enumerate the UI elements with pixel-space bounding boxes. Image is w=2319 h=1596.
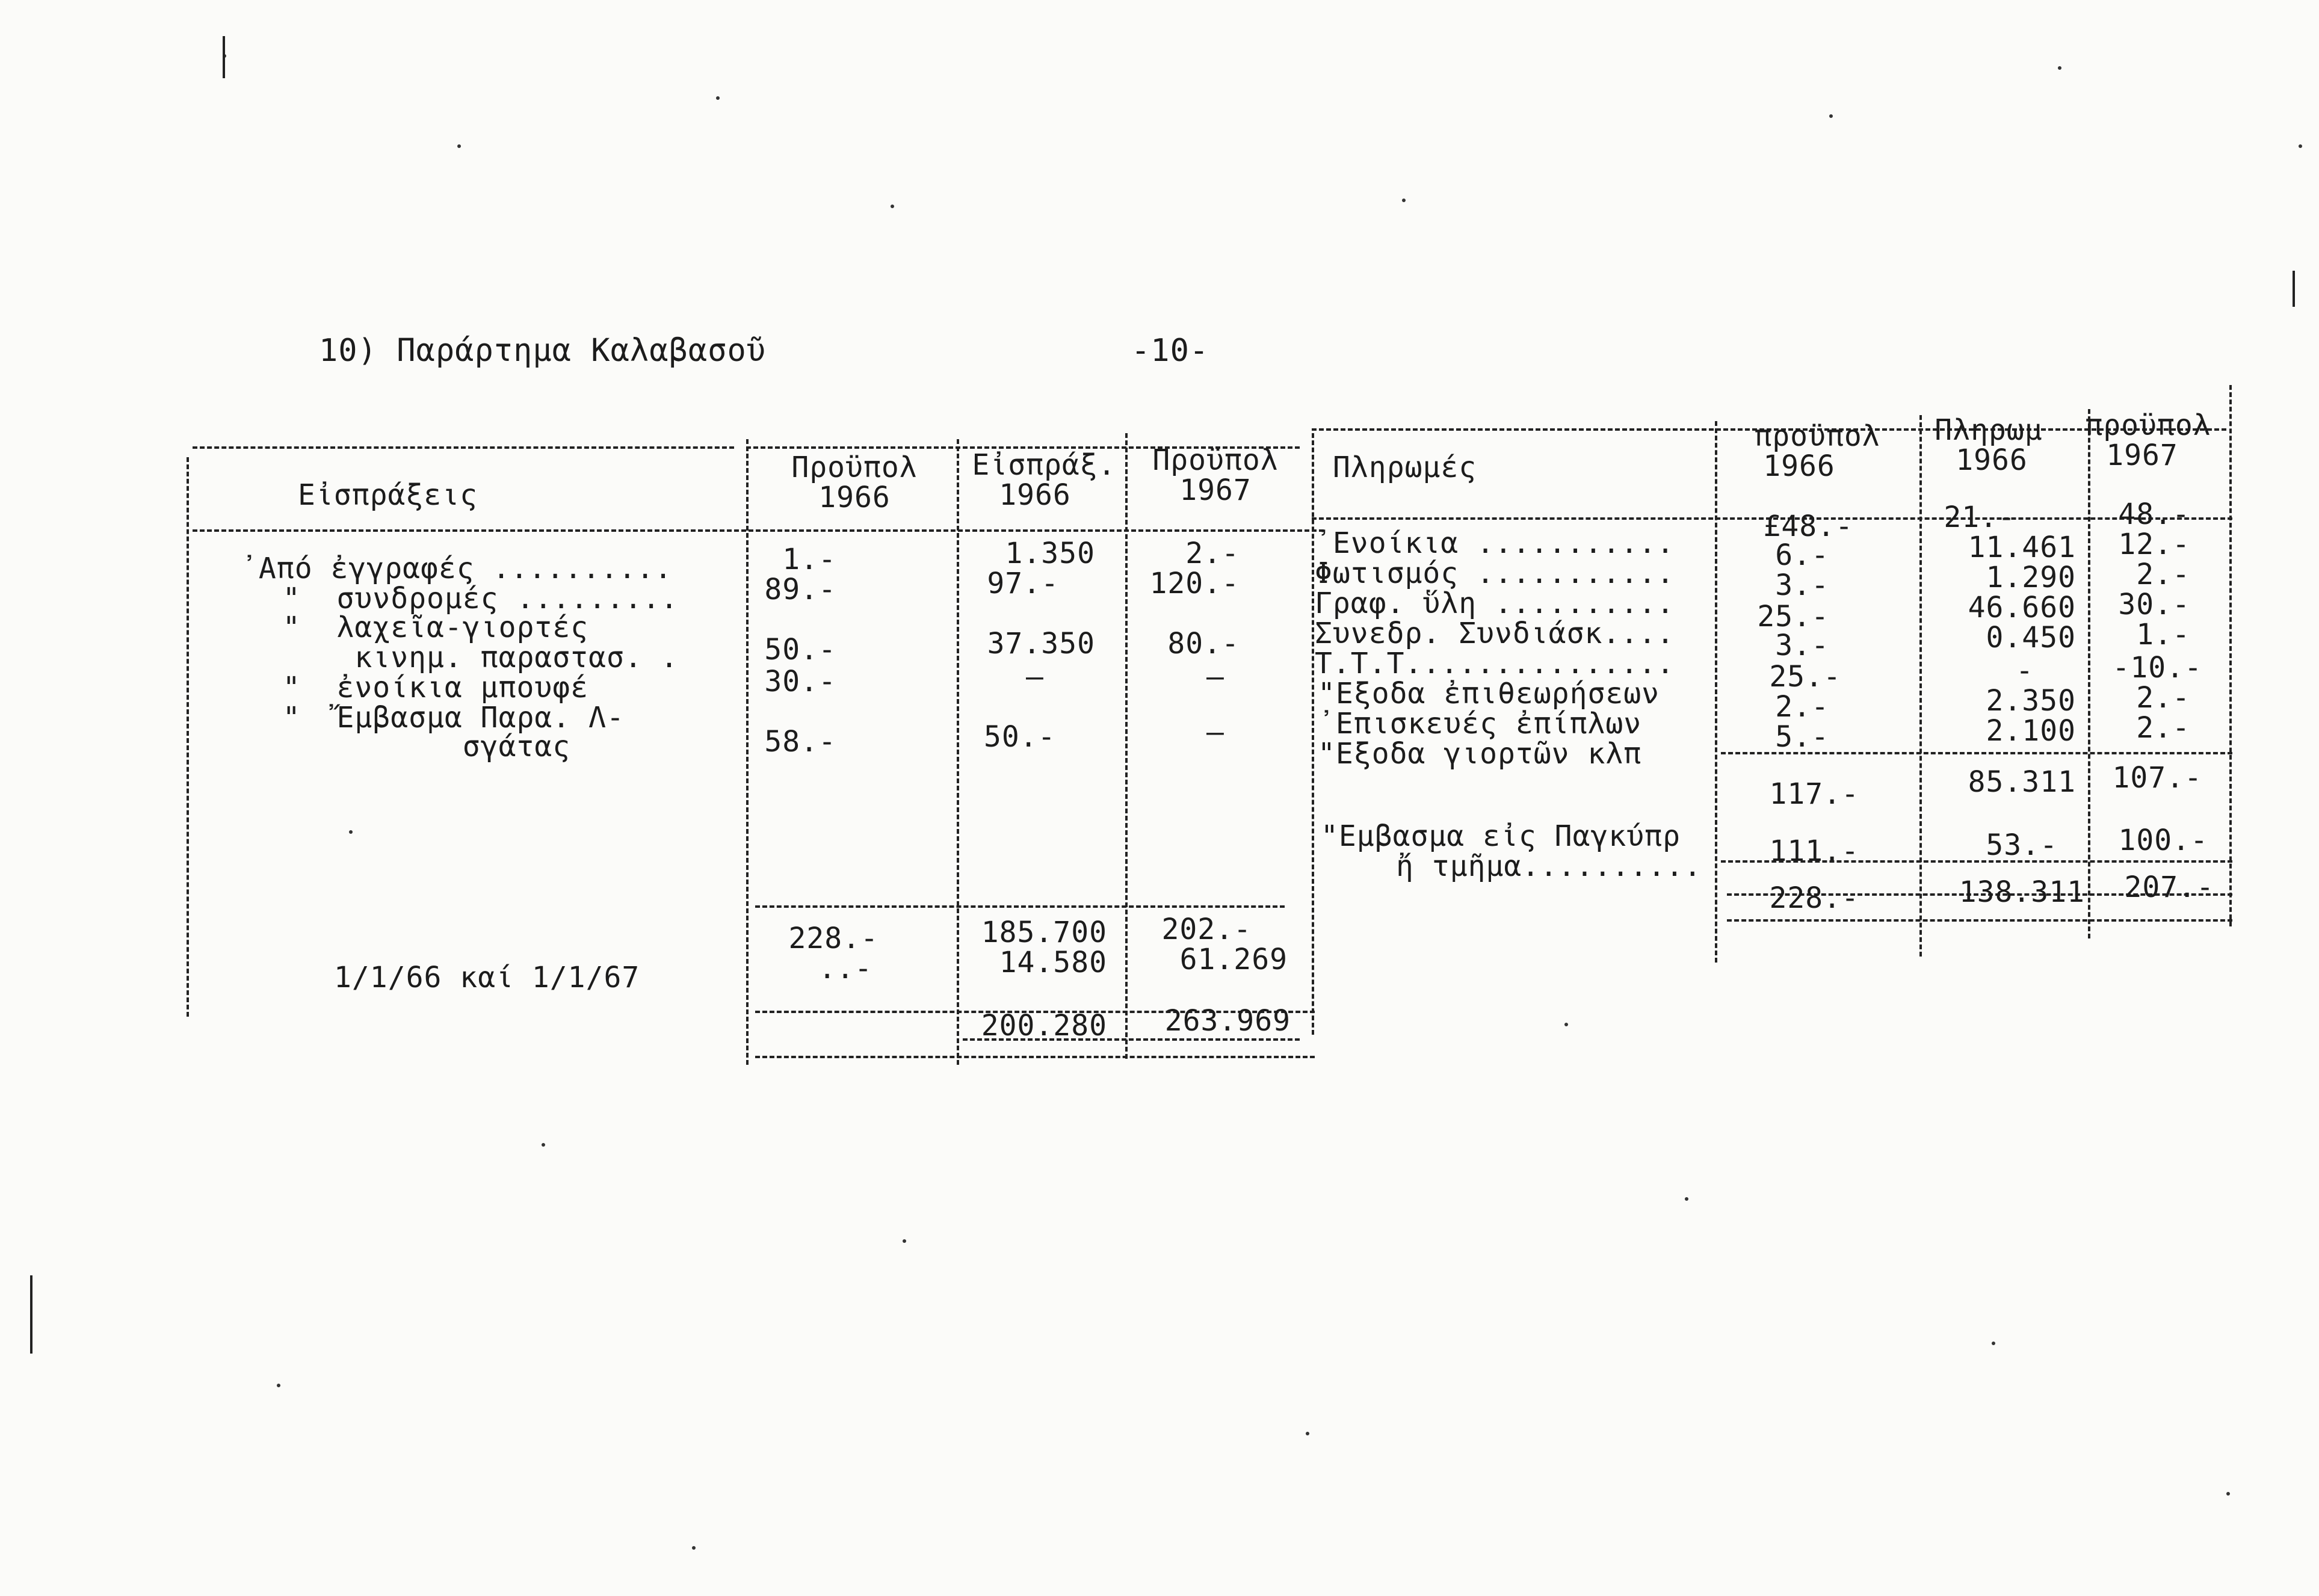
remit-label-l1: "Εμβασμα εἰς Παγκύπρ [1321, 819, 1681, 853]
balance-label: 1/1/66 καί 1/1/67 [334, 961, 640, 994]
remit-label-l2: ἤ τμῆμα.......... [1396, 849, 1702, 883]
payment-p66: 2.100 [1986, 714, 2076, 748]
balance-b66: ..- [818, 952, 872, 985]
receipt-b66: 50.- [764, 633, 836, 667]
payment-subtotal-p66: 85.311 [1968, 765, 2076, 799]
col-header-budget66-l2: 1966 [818, 481, 891, 514]
payment-total-b66: 228.- [1769, 881, 1859, 915]
payment-b66: 3.- [1775, 568, 1829, 602]
payment-label: ᾿Επισκευές ἐπίπλων [1318, 707, 1642, 741]
receipt-total-r66: 185.700 [981, 916, 1107, 949]
payment-b66: 25.- [1769, 660, 1841, 694]
receipt-b66: 89.- [764, 573, 836, 606]
payment-total-b67: 207.- [2124, 870, 2214, 904]
receipt-r66: 1.350 [1005, 537, 1095, 570]
col-header-receipts: Εἰσπράξεις [298, 478, 478, 512]
col-header-payments: Πληρωμές [1333, 451, 1477, 484]
receipt-b67: 2.- [1185, 537, 1240, 570]
receipt-r66: 50.- [984, 720, 1056, 754]
receipt-b66: 1.- [782, 543, 836, 576]
col-header-pbudget66-l2: 1966 [1763, 449, 1835, 483]
receipt-b67: 120.- [1149, 567, 1240, 600]
col-header-pbudget67-l1: προϋπολ [2085, 408, 2211, 442]
col-header-budget67-l1: Προϋπολ [1152, 443, 1279, 477]
payment-p66: - [2016, 654, 2034, 688]
receipt-r66: 37.350 [987, 627, 1095, 661]
receipt-label: ᾿Από ἐγγραφές .......... [241, 552, 673, 585]
receipt-b67: — [1206, 715, 1224, 749]
col-header-paid66-l2: 1966 [1956, 443, 2028, 477]
payment-b67: 2.- [2136, 681, 2190, 715]
payment-p66: 21.- [1944, 501, 2016, 534]
payment-label: ᾿Ενοίκια ........... [1315, 526, 1675, 560]
payment-b67: 1.- [2136, 618, 2190, 652]
payment-label: "Εξοδα γιορτῶν κλπ [1318, 737, 1642, 771]
payment-b67: 2.- [2136, 558, 2190, 591]
col-header-budget67-l2: 1967 [1179, 473, 1252, 507]
receipt-total-b66: 228.- [788, 922, 879, 955]
receipt-label: κινημ. παραστασ. . [247, 641, 679, 674]
receipt-r66: — [1026, 660, 1044, 694]
payment-label: Συνεδρ. Συνδιάσκ.... [1315, 617, 1675, 650]
col-header-paid66-l1: Πληρωμ [1935, 413, 2043, 447]
remit-b66: 111.- [1769, 834, 1859, 868]
payment-b66: 5.- [1775, 720, 1829, 754]
remit-p66: 53.- [1986, 828, 2058, 862]
balance-b67: 61.269 [1179, 943, 1288, 976]
payment-b66: 3.- [1775, 629, 1829, 662]
payment-label: "Εξοδα ἐπιθεωρήσεων [1318, 677, 1660, 710]
payment-label: Φωτισμός ........... [1315, 556, 1675, 590]
receipt-b66: 58.- [764, 725, 836, 759]
payment-b66: 25.- [1757, 600, 1829, 633]
payment-p66: 0.450 [1986, 621, 2076, 655]
payment-b66: £48.- [1763, 510, 1853, 543]
receipt-label: " ἐνοίκια μπουφέ [247, 671, 589, 704]
receipt-label: σγάτας [247, 730, 571, 763]
receipt-b67: — [1206, 660, 1224, 694]
col-header-pbudget67-l2: 1967 [2106, 439, 2178, 472]
page-number: -10- [1131, 333, 1209, 369]
payment-b67: 2.- [2136, 711, 2190, 745]
receipt-b66: 30.- [764, 665, 836, 698]
payment-p66: 46.660 [1968, 591, 2076, 624]
col-header-receipts66-l2: 1966 [999, 478, 1071, 512]
payment-b67: 12.- [2118, 528, 2190, 561]
payment-p66: 1.290 [1986, 561, 2076, 594]
payment-b67: 48.- [2118, 498, 2190, 531]
receipt-r66: 97.- [987, 567, 1059, 600]
payment-label: Τ.Τ.Τ............... [1315, 647, 1675, 680]
payment-b67: 30.- [2118, 588, 2190, 621]
col-header-pbudget66-l1: προϋπολ [1754, 419, 1880, 453]
payment-subtotal-b66: 117.- [1769, 777, 1859, 811]
balance-r66: 14.580 [999, 946, 1107, 979]
receipt-total-b67: 202.- [1161, 913, 1252, 946]
grand-total-r66: 200.280 [981, 1009, 1107, 1043]
payment-b66: 6.- [1775, 538, 1829, 572]
payment-total-p66: 138.311 [1959, 875, 2085, 909]
col-header-budget66-l1: Προϋπολ [791, 451, 918, 484]
col-header-receipts66-l1: Εἰσπράξ. [972, 448, 1116, 482]
section-title: 10) Παράρτημα Καλαβασοῦ [319, 333, 767, 369]
receipt-label: " Ἔμβασμα Παρα. Λ- [247, 701, 625, 735]
receipt-label: " συνδρομές ......... [247, 582, 679, 615]
payment-b67: -10.- [2112, 651, 2202, 685]
payment-p66: 2.350 [1986, 684, 2076, 718]
receipt-label: " λαχεῖα-γιορτές [247, 611, 589, 644]
grand-total-b67: 263.969 [1164, 1004, 1291, 1038]
remit-b67: 100.- [2118, 824, 2208, 857]
payment-label: Γραφ. ὕλη .......... [1315, 587, 1675, 620]
receipt-b67: 80.- [1167, 627, 1240, 661]
payment-p66: 11.461 [1968, 531, 2076, 564]
payment-subtotal-b67: 107.- [2112, 761, 2202, 795]
payment-b66: 2.- [1775, 690, 1829, 724]
